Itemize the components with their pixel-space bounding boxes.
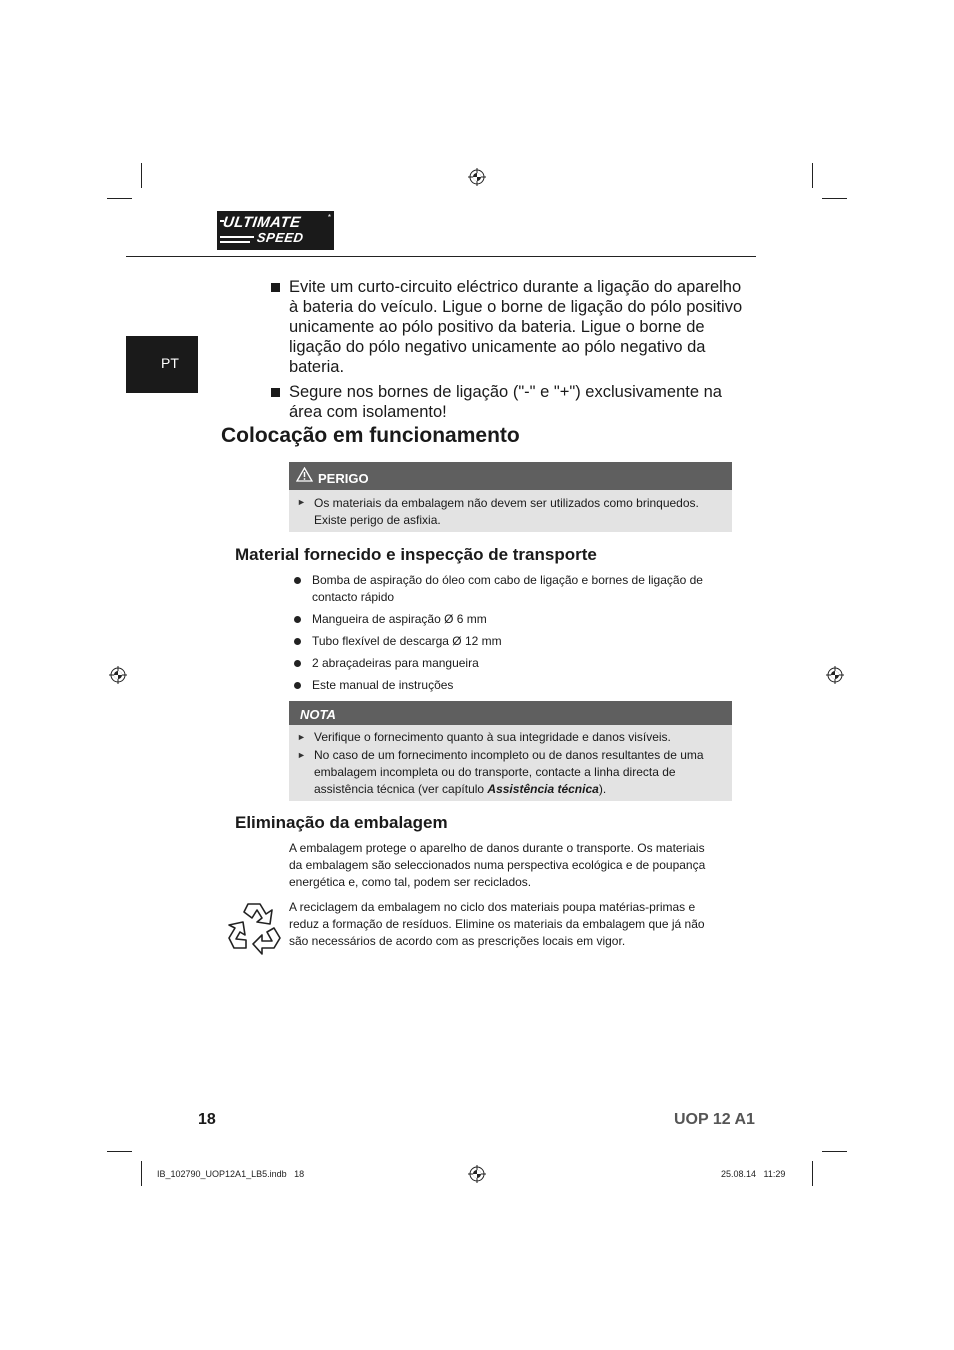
danger-label: PERIGO xyxy=(318,471,369,486)
delivery-item: Mangueira de aspiração Ø 6 mm xyxy=(312,612,487,626)
registration-mark-icon xyxy=(468,168,486,186)
danger-text xyxy=(314,495,729,529)
text-line: Os materiais da embalagem não devem ser utilizados como brinquedos. xyxy=(314,496,699,510)
text-line: energética e, como tal, podem ser reciclados. xyxy=(289,875,532,889)
registration-mark-icon xyxy=(468,1165,486,1183)
registration-mark-icon xyxy=(826,666,844,684)
danger-box xyxy=(289,462,732,532)
text-line: A embalagem protege o aparelho de danos durante o transporte. Os materiais xyxy=(289,841,705,855)
bullet-dot xyxy=(294,638,301,645)
warning-triangle-icon xyxy=(296,467,313,482)
page-number: 18 xyxy=(198,1111,216,1128)
language-tab xyxy=(126,336,198,393)
crop-mark xyxy=(107,1151,132,1152)
disposal-paragraph-2 xyxy=(289,899,734,950)
text-line: contacto rápido xyxy=(312,590,395,604)
note-item-1: Verifique o fornecimento quanto à sua integridade e danos visíveis. xyxy=(314,730,671,744)
crop-mark xyxy=(812,1161,813,1186)
chapter-reference: Assistência técnica xyxy=(487,782,599,796)
crop-mark xyxy=(141,163,142,188)
intro-bullet-1 xyxy=(289,277,749,377)
note-item-2 xyxy=(314,747,729,798)
delivery-title: Material fornecido e inspecção de transporte xyxy=(235,545,597,564)
bullet-dot xyxy=(294,616,301,623)
text-line: Existe perigo de asfixia. xyxy=(314,513,441,527)
note-box xyxy=(289,701,732,801)
arrow-bullet-icon: ► xyxy=(297,497,306,507)
delivery-item: Tubo flexível de descarga Ø 12 mm xyxy=(312,634,502,648)
model-number: UOP 12 A1 xyxy=(674,1111,755,1128)
crop-mark xyxy=(822,1151,847,1152)
delivery-item xyxy=(312,572,732,606)
section-title: Colocação em funcionamento xyxy=(221,424,520,447)
bullet-square xyxy=(271,388,280,397)
language-tab-label: PT xyxy=(161,355,179,371)
print-file-name: IB_102790_UOP12A1_LB5.indb 18 xyxy=(157,1169,305,1179)
text-line: à bateria do veículo. Ligue o borne de ligação do pólo positivo xyxy=(289,298,743,316)
text-line: área com isolamento! xyxy=(289,403,447,421)
note-header xyxy=(289,701,732,725)
crop-mark xyxy=(812,163,813,188)
delivery-item: Este manual de instruções xyxy=(312,678,454,692)
note-label: NOTA xyxy=(300,707,336,722)
print-date: 25.08.14 11:29 xyxy=(721,1169,786,1179)
text-line: Evite um curto-circuito eléctrico durante a ligação do aparelho xyxy=(289,278,742,296)
crop-mark xyxy=(107,198,132,199)
arrow-bullet-icon: ► xyxy=(297,750,306,760)
text-line: ligação do pólo negativo unicamente ao pólo negativo da xyxy=(289,338,706,356)
bullet-dot xyxy=(294,682,301,689)
logo-text-ultimate: ULTIMATE xyxy=(221,214,302,231)
bullet-dot xyxy=(294,660,301,667)
delivery-item: 2 abraçadeiras para mangueira xyxy=(312,656,479,670)
text-line: Segure nos bornes de ligação ("-" e "+") exclusivamente na xyxy=(289,383,722,401)
text-line: da embalagem são seleccionados numa perspectiva ecológica e de poupança xyxy=(289,858,706,872)
text-line: unicamente ao pólo positivo da bateria. Ligue o borne de xyxy=(289,318,705,336)
header-rule xyxy=(126,256,756,257)
crop-mark xyxy=(141,1161,142,1186)
recycle-icon xyxy=(226,900,284,955)
text-line: bateria. xyxy=(289,358,345,376)
text-line: são necessários de acordo com as prescrições locais em vigor. xyxy=(289,934,626,948)
bullet-square xyxy=(271,283,280,292)
disposal-title: Eliminação da embalagem xyxy=(235,813,448,832)
text-span: assistência técnica (ver capítulo xyxy=(314,782,488,796)
text-span: ). xyxy=(598,782,607,796)
crop-mark xyxy=(822,198,847,199)
logo-mark: * xyxy=(327,213,331,222)
arrow-bullet-icon: ► xyxy=(297,732,306,742)
text-line: reduz a formação de resíduos. Elimine os materiais da embalagem que já não xyxy=(289,917,705,931)
text-line: Bomba de aspiração do óleo com cabo de ligação e bornes de ligação de xyxy=(312,573,703,587)
bullet-dot xyxy=(294,577,301,584)
text-line: A reciclagem da embalagem no ciclo dos materiais poupa matérias-primas e xyxy=(289,900,696,914)
intro-bullet-2 xyxy=(289,382,749,422)
registration-mark-icon xyxy=(109,666,127,684)
text-line xyxy=(314,781,729,798)
text-line: No caso de um fornecimento incompleto ou de danos resultantes de uma xyxy=(314,748,704,762)
disposal-paragraph-1 xyxy=(289,840,734,891)
text-line: embalagem incompleta ou do transporte, contacte a linha directa de xyxy=(314,765,676,779)
danger-header xyxy=(289,462,732,490)
logo-text-speed: SPEED xyxy=(255,230,305,245)
brand-logo xyxy=(217,211,334,250)
